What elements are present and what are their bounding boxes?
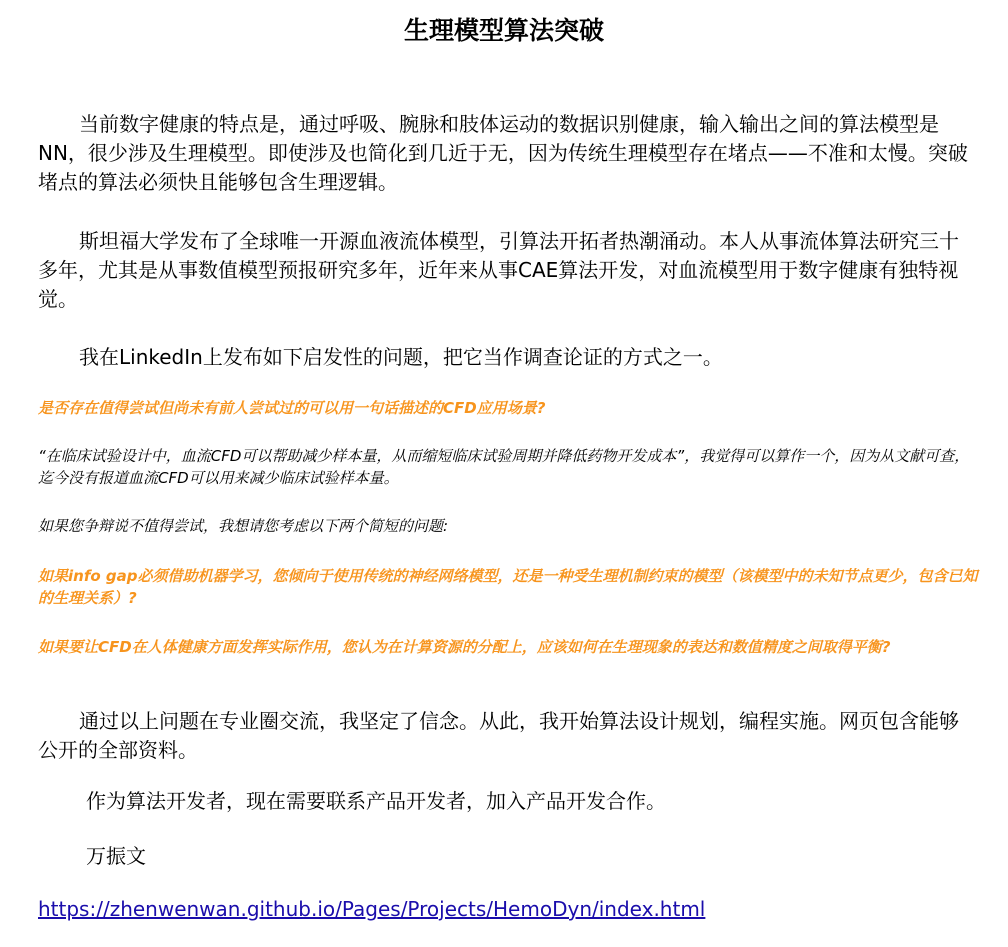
conclusion-paragraph: 通过以上问题在专业圈交流，我坚定了信念。从此，我开始算法设计规划，编程实施。网页包含能够公开的全部资料。 [38, 709, 959, 762]
question-intro: 如果您争辩说不值得尝试，我想请您考虑以下两个简短的问题: [38, 517, 449, 535]
question-2: 如果info gap必须借助机器学习，您倾向于使用传统的神经网络模型，还是一种受生理机制约束的模型（该模型中的未知节点更少，包含已知的生理关系）? [38, 567, 978, 607]
background-paragraph: 斯坦福大学发布了全球唯一开源血液流体模型，引算法开拓者热潮涌动。本人从事流体算法研究三十多年，尤其是从事数值模型预报研究多年，近年来从事CAE算法开发，对血流模型用于数字健康有独特视觉。 [38, 229, 959, 311]
question-1: 是否存在值得尝试但尚未有前人尝试过的可以用一句话描述的CFD应用场景? [38, 399, 546, 417]
page-title: 生理模型算法突破 [403, 16, 604, 45]
project-link[interactable]: https://zhenwenwan.github.io/Pages/Projects/HemoDyn/index.html [38, 897, 706, 921]
intro-paragraph: 当前数字健康的特点是，通过呼吸、腕脉和肢体运动的数据识别健康，输入输出之间的算法模型是NN，很少涉及生理模型。即使涉及也简化到几近于无，因为传统生理模型存在堵点——不准和太慢。突破堵点的算法必须快且能够包含生理逻辑。 [38, 112, 968, 194]
linkedin-paragraph: 我在LinkedIn上发布如下启发性的问题，把它当作调查论证的方式之一。 [79, 345, 723, 369]
collaboration-paragraph: 作为算法开发者，现在需要联系产品开发者，加入产品开发合作。 [86, 789, 666, 813]
answer-example: “在临床试验设计中，血流CFD可以帮助减少样本量，从而缩短临床试验周期并降低药物开发成本”，我觉得可以算作一个，因为从文献可查，迄今没有报道血流CFD可以用来减少临床试验样本量。 [38, 447, 970, 487]
question-3: 如果要让CFD在人体健康方面发挥实际作用，您认为在计算资源的分配上，应该如何在生理现象的表达和数值精度之间取得平衡? [38, 638, 891, 656]
author-name: 万振文 [86, 844, 146, 868]
